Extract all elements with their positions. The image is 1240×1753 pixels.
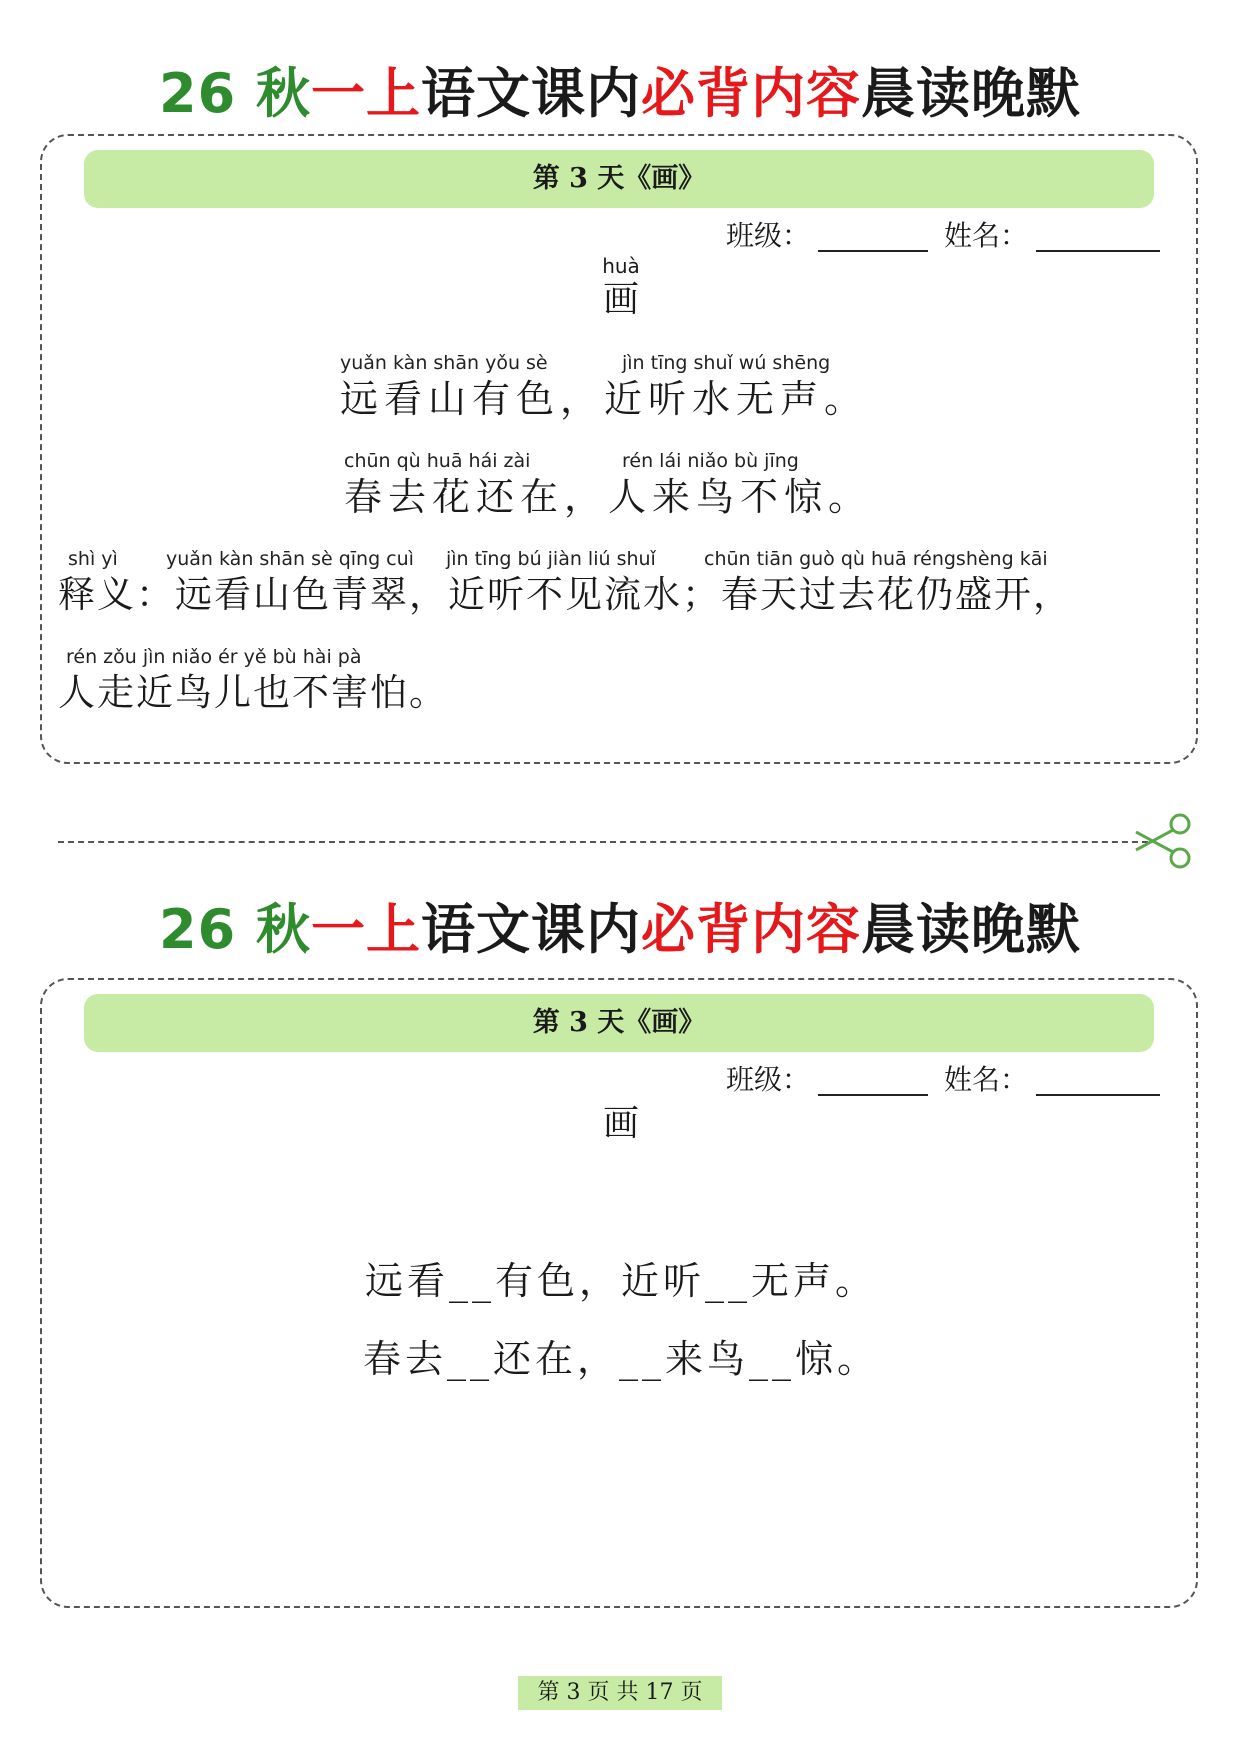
title-part-must-recite: 必背内容 — [640, 898, 861, 961]
title-part-reading: 晨读晚默 — [860, 62, 1081, 125]
class-label: 班级： — [726, 1063, 811, 1096]
title-part-must-recite: 必背内容 — [640, 62, 861, 125]
fill-line-2[interactable]: 春去__还在，__来鸟__惊。 — [362, 1337, 879, 1381]
page-title — [0, 62, 1240, 126]
name-blank[interactable] — [1036, 1094, 1160, 1096]
name-label: 姓名： — [944, 1063, 1029, 1096]
name-row — [42, 214, 1200, 254]
poem-line-2-text: 春去花还在，人来鸟不惊。 — [344, 475, 873, 519]
poem-line-2-pinyin-b: rén lái niǎo bù jīng — [622, 450, 799, 472]
recite-card — [40, 134, 1198, 764]
meaning-line-1-pinyin-c: chūn tiān guò qù huā réngshèng kāi — [704, 548, 1048, 570]
title-part-reading: 晨读晚默 — [860, 898, 1081, 961]
name-label: 姓名： — [944, 219, 1029, 252]
day-banner: 第 3 天《画》 — [84, 150, 1154, 208]
page-title-repeat — [0, 898, 1240, 962]
class-label: 班级： — [726, 219, 811, 252]
title-part-grade: 一上 — [310, 898, 421, 961]
title-part-course: 语文课内 — [420, 898, 641, 961]
title-part-26-autumn: 26 秋 — [159, 898, 311, 961]
poem-line-1-text: 远看山有色，近听水无声。 — [340, 377, 869, 421]
meaning-line-1-pinyin-label: shì yì — [68, 548, 118, 570]
poem-line-2 — [344, 450, 944, 530]
poem-line-2-pinyin-a: chūn qù huā hái zài — [344, 450, 531, 472]
meaning-line-1-pinyin-a: yuǎn kàn shān sè qīng cuì — [166, 548, 414, 570]
poem-line-1-pinyin-a: yuǎn kàn shān yǒu sè — [340, 352, 548, 374]
name-blank[interactable] — [1036, 250, 1160, 252]
poem-title: 画 — [602, 279, 639, 320]
fill-line-1[interactable]: 远看__有色，近听__无声。 — [364, 1259, 877, 1303]
poem-line-1-pinyin-b: jìn tīng shuǐ wú shēng — [622, 352, 831, 374]
poem-title: 画 — [602, 1103, 639, 1144]
poem-line-1 — [340, 352, 940, 432]
dictation-card — [40, 978, 1198, 1608]
meaning-line-1 — [58, 548, 1188, 628]
class-blank[interactable] — [818, 250, 928, 252]
title-part-course: 语文课内 — [420, 62, 641, 125]
class-blank[interactable] — [818, 1094, 928, 1096]
meaning-line-1-pinyin-b: jìn tīng bú jiàn liú shuǐ — [446, 548, 656, 570]
scissors-icon — [1132, 810, 1194, 872]
title-part-grade: 一上 — [310, 62, 421, 125]
meaning-line-1-text: 释义：远看山色青翠，近听不见流水；春天过去花仍盛开， — [58, 573, 1072, 616]
meaning-line-2-pinyin: rén zǒu jìn niǎo ér yě bù hài pà — [66, 646, 362, 668]
title-part-26-autumn: 26 秋 — [159, 62, 311, 125]
page-number: 第 3 页 共 17 页 — [518, 1676, 722, 1710]
meaning-line-2 — [58, 646, 658, 726]
day-banner: 第 3 天《画》 — [84, 994, 1154, 1052]
cut-line — [58, 841, 1148, 843]
poem-title-pinyin: huà — [602, 254, 640, 278]
name-row — [42, 1058, 1200, 1098]
meaning-line-2-text: 人走近鸟儿也不害怕。 — [58, 671, 448, 714]
